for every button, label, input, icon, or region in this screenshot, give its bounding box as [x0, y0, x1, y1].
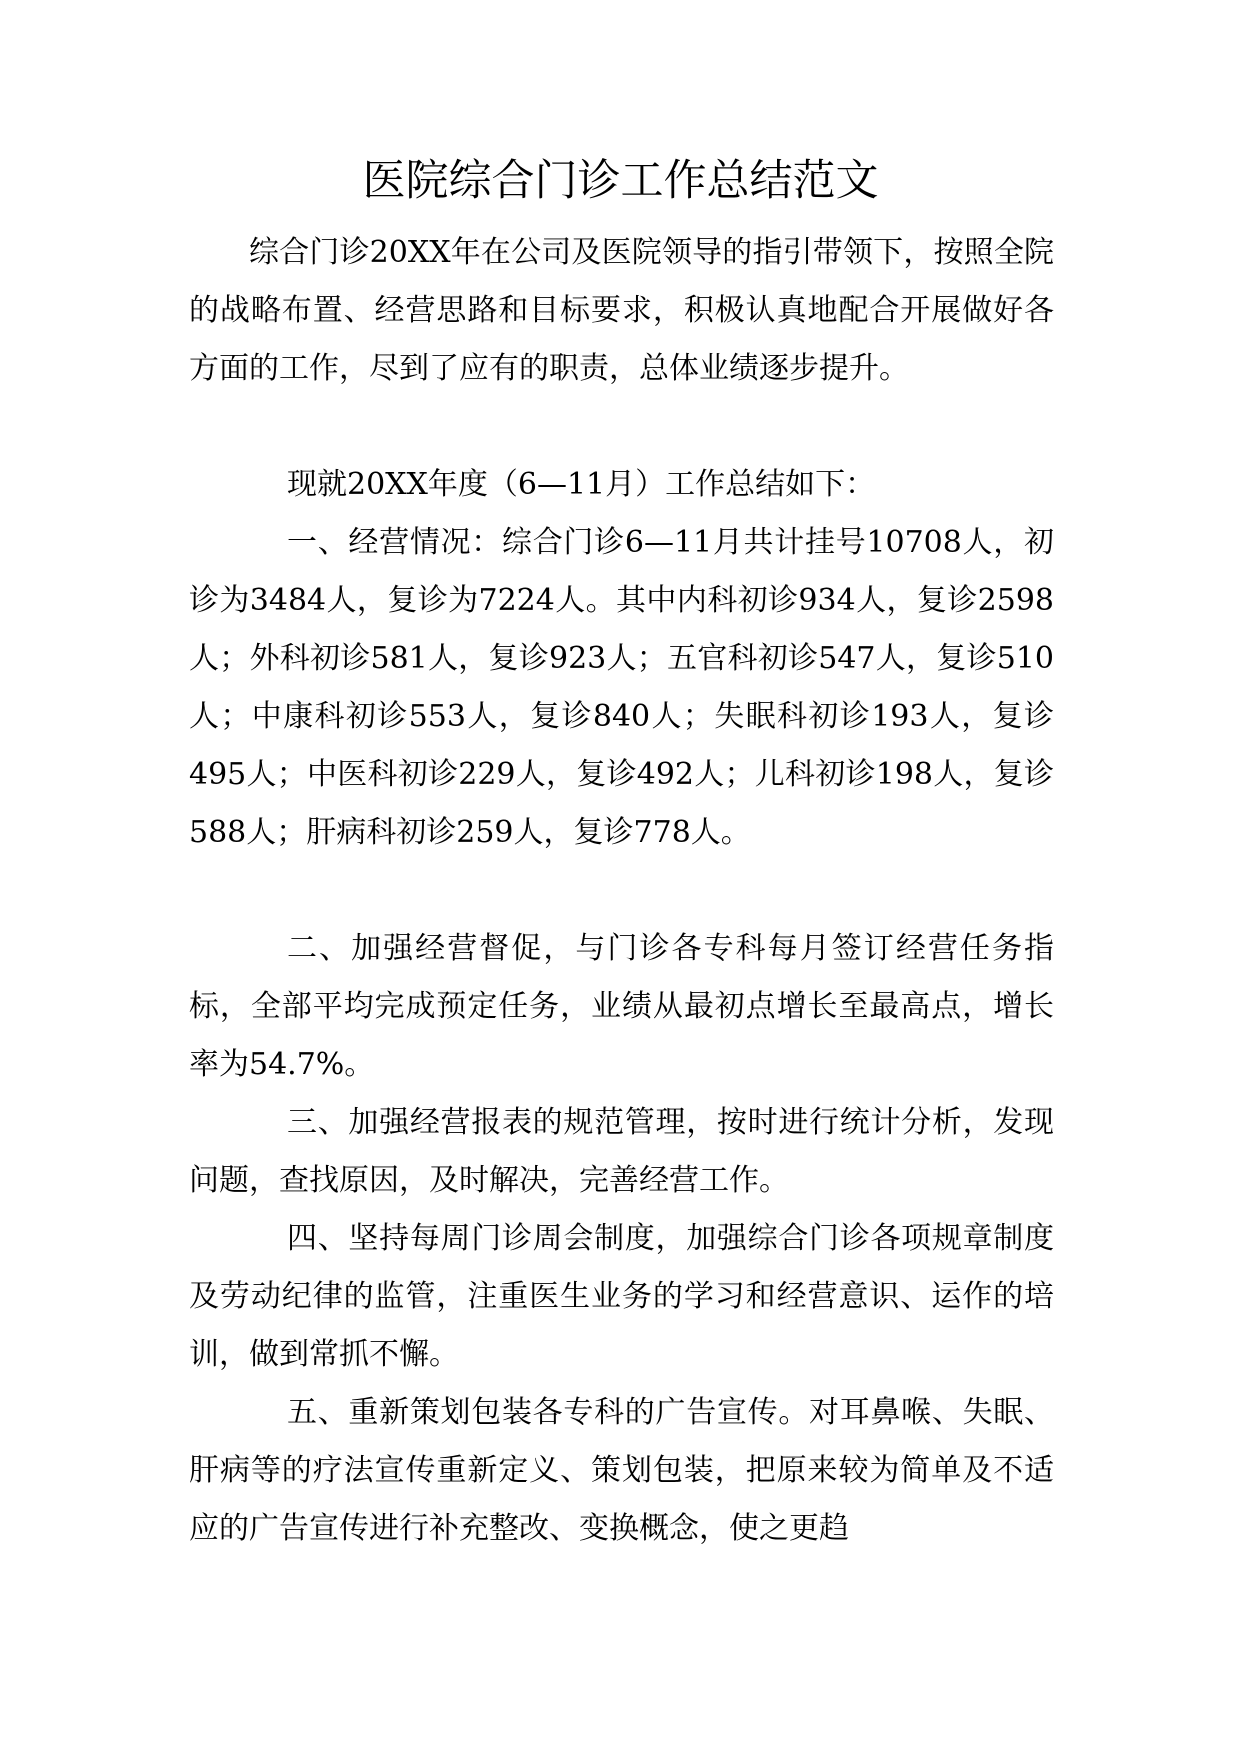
document-title: 医院综合门诊工作总结范文 [362, 156, 879, 206]
paragraph-intro: 综合门诊20XX年在公司及医院领导的指引带领下，按照全院的战略布置、经营思路和目标要求，积极认真地配合开展做好各方面的工作，尽到了应有的职责，总体业绩逐步提升。 [189, 235, 1054, 386]
paragraph-section-4-meetings: 四、坚持每周门诊周会制度，加强综合门诊各项规章制度及劳动纪律的监管，注重医生业务的学习和经营意识、运作的培训，做到常抓不懈。 [189, 1221, 1054, 1372]
paragraph-summary-lead: 现就20XX年度（6—11月）工作总结如下： [287, 467, 876, 502]
paragraph-section-1-operations: 一、经营情况：综合门诊6—11月共计挂号10708人，初诊为3484人，复诊为7224人。其中内科初诊934人，复诊2598人；外科初诊581人，复诊923人；五官科初诊547人，复诊510人；中康科初诊553人，复诊840人；失眠科初诊193人，复诊495人；中医科初诊229人，复诊492人；儿科初诊198人，复诊588人；肝病科初诊259人，复诊778人。 [189, 525, 1054, 850]
paragraph-section-3-reports: 三、加强经营报表的规范管理，按时进行统计分析，发现问题，查找原因，及时解决，完善经营工作。 [189, 1105, 1054, 1198]
paragraph-section-2-supervision: 二、加强经营督促，与门诊各专科每月签订经营任务指标，全部平均完成预定任务，业绩从最初点增长至最高点，增长率为54.7%。 [189, 931, 1054, 1082]
paragraph-section-5-advertising: 五、重新策划包装各专科的广告宣传。对耳鼻喉、失眠、肝病等的疗法宣传重新定义、策划包装，把原来较为简单及不适应的广告宣传进行补充整改、变换概念，使之更趋 [189, 1395, 1054, 1546]
